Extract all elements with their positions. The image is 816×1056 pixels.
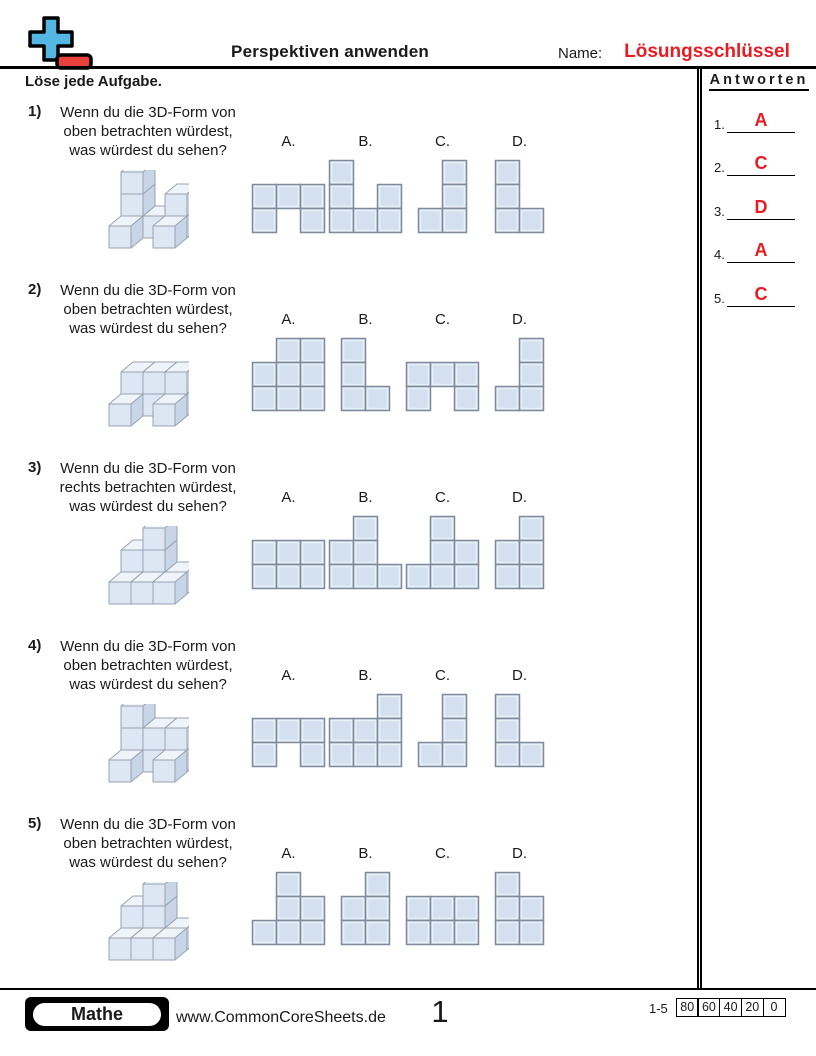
view-grid-shape — [494, 871, 545, 946]
view-grid-shape — [340, 337, 391, 412]
option-label: A. — [281, 133, 296, 150]
option-label: C. — [435, 489, 450, 506]
cube-figure — [48, 704, 248, 784]
cube-figure-drawing — [107, 170, 189, 250]
view-grid-shape — [405, 515, 480, 590]
option-label: A. — [281, 667, 296, 684]
score-cell: 0 — [763, 998, 786, 1017]
footer — [0, 988, 816, 1056]
option-a — [250, 459, 327, 590]
view-grid-shape — [328, 515, 403, 590]
option-shape — [340, 334, 391, 412]
question-line: Wenn du die 3D-Form von — [60, 282, 236, 299]
question-line: rechts betrachten würdest, — [59, 479, 237, 496]
option-label: A. — [281, 845, 296, 862]
instruction-text: Löse jede Aufgabe. — [25, 73, 162, 90]
answer-item-letter: C — [727, 153, 795, 176]
view-grid-shape — [494, 515, 545, 590]
view-grid-shape — [405, 895, 480, 946]
view-grid-shape — [417, 693, 468, 768]
option-shape — [417, 690, 468, 768]
option-shape — [251, 690, 326, 768]
problem-body — [48, 103, 248, 250]
score-table — [677, 998, 786, 1017]
option-label: A. — [281, 311, 296, 328]
problem-number: 2) — [28, 281, 42, 298]
score-cell: 40 — [719, 998, 742, 1017]
option-a — [250, 815, 327, 946]
view-grid-shape — [251, 337, 326, 412]
options-row — [250, 637, 558, 768]
question-line: Wenn du die 3D-Form von — [60, 638, 236, 655]
problem-body — [48, 281, 248, 428]
view-grid-shape — [328, 159, 403, 234]
view-grid-shape — [494, 337, 545, 412]
problem-1 — [0, 95, 697, 273]
options-row — [250, 281, 558, 412]
option-c — [404, 637, 481, 768]
option-label: D. — [512, 667, 527, 684]
options-row — [250, 459, 558, 590]
option-c — [404, 815, 481, 946]
problem-body — [48, 815, 248, 962]
option-shape — [251, 868, 326, 946]
option-shape — [494, 156, 545, 234]
cube-figure-drawing — [107, 882, 189, 962]
view-grid-shape — [405, 361, 480, 412]
answer-item — [702, 263, 816, 307]
score-cell: 20 — [741, 998, 764, 1017]
question-line: oben betrachten würdest, — [63, 123, 233, 140]
name-label: Name: — [558, 45, 603, 62]
option-shape — [494, 868, 545, 946]
option-shape — [251, 512, 326, 590]
score-cell: 60 — [697, 998, 720, 1017]
answer-item-number: 3. — [714, 203, 725, 219]
cube-figure — [48, 526, 248, 606]
problem-2 — [0, 273, 697, 451]
subject-badge-label: Mathe — [31, 1001, 163, 1028]
answer-item-number: 1. — [714, 116, 725, 132]
question-line: Wenn du die 3D-Form von — [60, 460, 236, 477]
score-cell: 80 — [676, 998, 699, 1017]
option-label: B. — [358, 845, 373, 862]
option-shape — [328, 156, 403, 234]
answers-panel-title: Antworten — [709, 72, 810, 91]
view-grid-shape — [251, 183, 326, 234]
answer-item-number: 4. — [714, 247, 725, 262]
view-grid-shape — [251, 539, 326, 590]
website-text: www.CommonCoreSheets.de — [176, 1009, 386, 1026]
option-a — [250, 637, 327, 768]
option-c — [404, 281, 481, 412]
answer-item-letter: C — [727, 284, 795, 307]
option-label: C. — [435, 667, 450, 684]
question-line: oben betrachten würdest, — [63, 301, 233, 318]
cube-figure-drawing — [107, 348, 189, 428]
option-shape — [251, 334, 326, 412]
option-c — [404, 103, 481, 234]
option-d — [481, 103, 558, 234]
option-label: B. — [358, 489, 373, 506]
question-line: Wenn du die 3D-Form von — [60, 104, 236, 121]
page-number: 1 — [431, 994, 449, 1029]
view-grid-shape — [417, 159, 468, 234]
answers-panel — [697, 69, 816, 988]
option-d — [481, 815, 558, 946]
option-shape — [494, 512, 545, 590]
problem-number: 4) — [28, 637, 42, 654]
option-shape — [328, 690, 403, 768]
answer-item — [702, 133, 816, 177]
option-b — [327, 815, 404, 946]
problem-number: 1) — [28, 103, 42, 120]
option-shape — [340, 868, 391, 946]
problems-list — [0, 95, 697, 985]
option-b — [327, 637, 404, 768]
option-shape — [405, 334, 480, 412]
view-grid-shape — [251, 871, 326, 946]
answers-list — [702, 89, 816, 307]
option-c — [404, 459, 481, 590]
option-shape — [494, 334, 545, 412]
option-label: D. — [512, 311, 527, 328]
answer-key-label: Lösungsschlüssel — [624, 41, 790, 62]
option-label: D. — [512, 133, 527, 150]
cube-figure — [48, 348, 248, 428]
option-label: B. — [358, 311, 373, 328]
question-line: was würdest du sehen? — [69, 320, 227, 337]
option-d — [481, 459, 558, 590]
option-shape — [405, 868, 480, 946]
cube-figure-drawing — [107, 526, 189, 606]
view-grid-shape — [328, 693, 403, 768]
options-row — [250, 815, 558, 946]
option-shape — [494, 690, 545, 768]
header-divider — [0, 66, 816, 69]
option-label: B. — [358, 133, 373, 150]
page-title: Perspektiven anwenden — [231, 42, 429, 61]
option-shape — [417, 156, 468, 234]
problem-3 — [0, 451, 697, 629]
option-a — [250, 103, 327, 234]
view-grid-shape — [340, 871, 391, 946]
options-row — [250, 103, 558, 234]
problem-number: 5) — [28, 815, 42, 832]
question-line: oben betrachten würdest, — [63, 835, 233, 852]
option-shape — [405, 512, 480, 590]
cube-figure — [48, 170, 248, 250]
option-label: A. — [281, 489, 296, 506]
question-line: was würdest du sehen? — [69, 498, 227, 515]
option-b — [327, 459, 404, 590]
cube-figure — [48, 882, 248, 962]
option-b — [327, 281, 404, 412]
problem-4 — [0, 629, 697, 807]
problem-5 — [0, 807, 697, 985]
answer-item-letter: A — [727, 240, 795, 263]
problem-number: 3) — [28, 459, 42, 476]
answer-item-number: 2. — [714, 160, 725, 175]
view-grid-shape — [494, 159, 545, 234]
option-label: C. — [435, 133, 450, 150]
option-label: C. — [435, 845, 450, 862]
question-line: Wenn du die 3D-Form von — [60, 816, 236, 833]
option-d — [481, 281, 558, 412]
view-grid-shape — [494, 693, 545, 768]
option-b — [327, 103, 404, 234]
answer-item — [702, 89, 816, 133]
option-label: D. — [512, 489, 527, 506]
option-shape — [251, 156, 326, 234]
score-range-label: 1-5 — [649, 1001, 668, 1016]
subject-badge — [25, 997, 169, 1031]
answer-item — [702, 176, 816, 220]
problem-body — [48, 637, 248, 784]
cube-figure-drawing — [107, 704, 189, 784]
option-label: C. — [435, 311, 450, 328]
question-line: was würdest du sehen? — [69, 142, 227, 159]
answer-item-number: 5. — [714, 290, 725, 306]
option-d — [481, 637, 558, 768]
answer-item-letter: A — [727, 110, 795, 133]
option-label: B. — [358, 667, 373, 684]
answer-item-letter: D — [727, 197, 795, 220]
option-a — [250, 281, 327, 412]
question-line: was würdest du sehen? — [69, 676, 227, 693]
question-line: was würdest du sehen? — [69, 854, 227, 871]
view-grid-shape — [251, 717, 326, 768]
option-label: D. — [512, 845, 527, 862]
option-shape — [328, 512, 403, 590]
answer-item — [702, 220, 816, 264]
question-line: oben betrachten würdest, — [63, 657, 233, 674]
problem-body — [48, 459, 248, 606]
